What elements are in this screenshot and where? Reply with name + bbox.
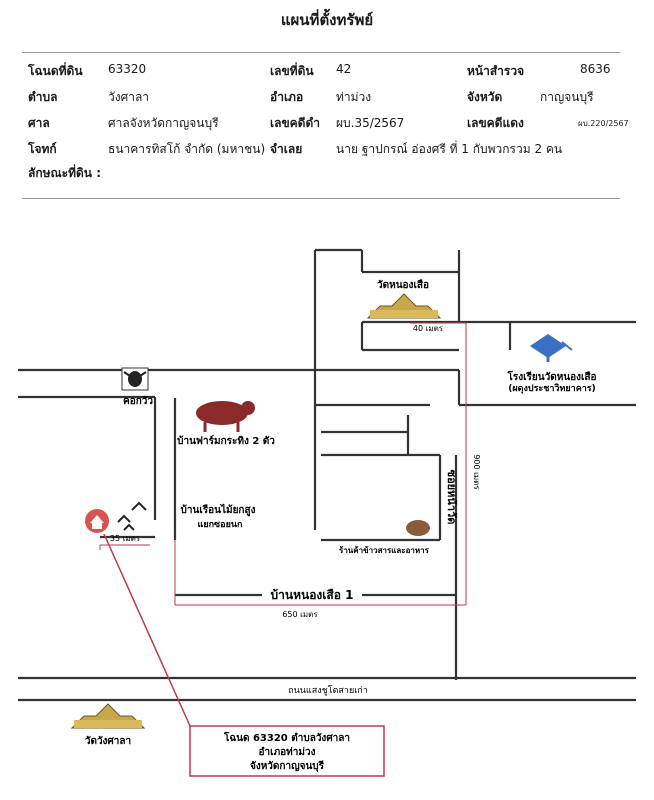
- callout-line1: โฉนด 63320 ตำบลวังศาลา: [223, 733, 351, 744]
- page-title: แผนที่ตั้งทรัพย์: [280, 11, 374, 29]
- school-icon: [530, 334, 572, 362]
- kok-wua-label: คอกวัว: [123, 396, 153, 407]
- subdistrict-label: ตำบล: [28, 90, 58, 104]
- road-nongsuea-label: บ้านหนองเสือ 1: [270, 588, 354, 602]
- plaintiff-value: ธนาคารทิสโก้ จำกัด (มหาชน): [108, 142, 266, 156]
- title-deed-value: 63320: [108, 62, 147, 76]
- birds-icon: [118, 503, 146, 530]
- black-case-label: เลขคดีดำ: [270, 116, 321, 130]
- shop-icon: [406, 520, 430, 536]
- title-deed-label: โฉนดที่ดิน: [28, 64, 83, 78]
- survey-label: หน้าสำรวจ: [467, 64, 525, 78]
- province-label: จังหวัด: [467, 90, 503, 104]
- bottom-divider: [22, 198, 620, 199]
- land-no-value: 42: [336, 62, 352, 76]
- court-value: ศาลจังหวัดกาญจนบุรี: [108, 116, 219, 130]
- dist-900-label: 900 เมตร: [472, 454, 481, 490]
- shop-label: ร้านค้าข้าวสารและอาหาร: [339, 546, 429, 555]
- school-sub-label: (ผดุงประชาวิทยาคาร): [508, 384, 596, 394]
- farm-label: บ้านฟาร์มกระทิง 2 ตัว: [177, 436, 275, 447]
- defendant-value: นาย ฐาปกรณ์ อ่องศรี ที่ 1 กับพวกรวม 2 คน: [336, 142, 563, 156]
- house-marker-label: บ้านเรือนไม้ยกสูง: [180, 505, 256, 516]
- main-road-label: ถนนแสงชูโตสายเก่า: [288, 686, 368, 696]
- house-marker-sub-label: แยกซอยนก: [197, 520, 243, 530]
- plaintiff-label: โจทก์: [28, 142, 57, 156]
- top-divider: [22, 52, 620, 53]
- vertical-road-label: ซอยหน้าวัด: [445, 469, 458, 525]
- temple-top-label: วัดหนองเสือ: [377, 280, 429, 291]
- callout-line2: อำเภอท่าม่วง: [258, 747, 316, 758]
- land-char-label: ลักษณะที่ดิน :: [28, 166, 101, 180]
- district-label: อำเภอ: [270, 90, 304, 104]
- temple-bottom-label: วัดวังศาลา: [84, 736, 132, 747]
- province-value: กาญจนบุรี: [540, 90, 594, 104]
- defendant-label: จำเลย: [270, 142, 303, 156]
- bull-icon: [196, 401, 255, 432]
- road-network: [18, 250, 636, 700]
- callout-leader: [104, 534, 190, 726]
- dist-650-label: 650 เมตร: [282, 610, 318, 619]
- subdistrict-value: วังศาลา: [108, 90, 150, 104]
- black-case-value: ผบ.35/2567: [336, 116, 405, 130]
- temple-bottom-icon: [72, 704, 144, 728]
- dist-temple-label: 40 เมตร: [412, 324, 444, 333]
- callout-line3: จังหวัดกาญจนบุรี: [249, 761, 325, 772]
- district-value: ท่าม่วง: [336, 90, 372, 104]
- survey-value: 8636: [580, 62, 611, 76]
- red-case-value: ผบ.220/2567: [578, 119, 629, 128]
- school-label: โรงเรียนวัดหนองเสือ: [507, 372, 597, 383]
- court-label: ศาล: [28, 116, 50, 130]
- location-map: [0, 210, 654, 800]
- bull-head-icon: [122, 368, 148, 390]
- red-case-label: เลขคดีแดง: [467, 116, 524, 130]
- land-no-label: เลขที่ดิน: [270, 64, 314, 78]
- house-marker-icon: [85, 509, 109, 533]
- temple-top-icon: [368, 294, 440, 318]
- dist-35-label: 35 เมตร: [109, 534, 141, 543]
